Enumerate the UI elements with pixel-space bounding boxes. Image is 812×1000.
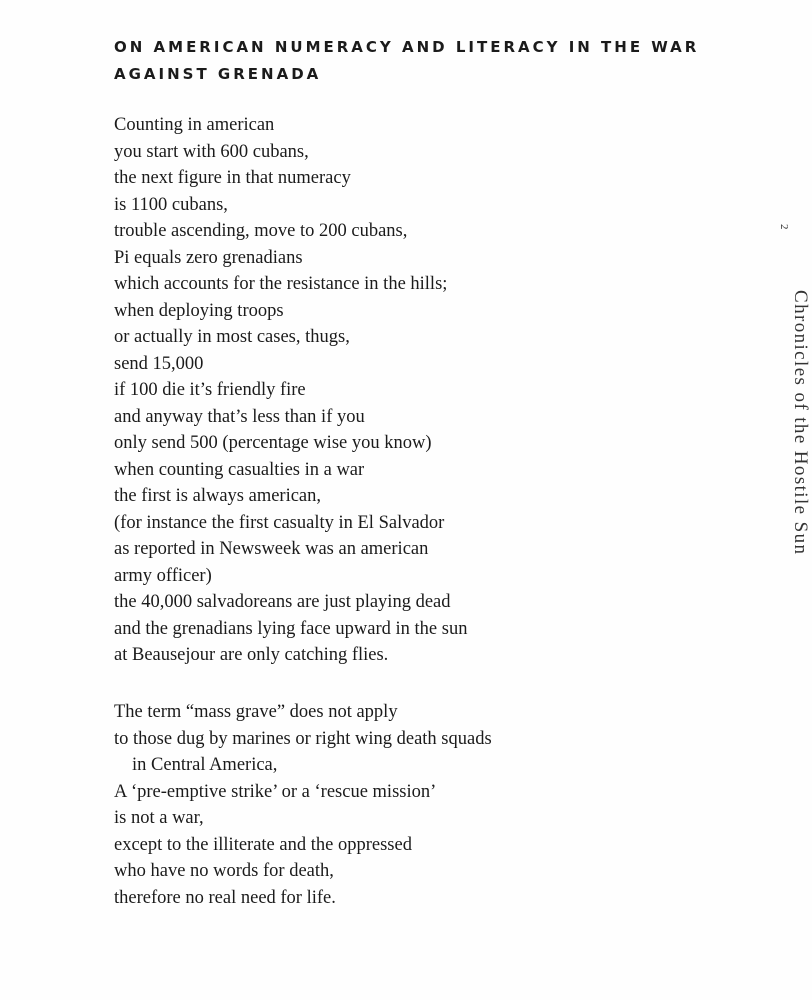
poem-line: when counting casualties in a war xyxy=(114,459,365,480)
poem-line: or actually in most cases, thugs, xyxy=(114,327,350,347)
poem-line: and anyway that’s less than if you xyxy=(114,406,365,427)
poem-line: send 15,000 xyxy=(114,353,204,374)
poem-stanza xyxy=(114,112,467,669)
poem-title xyxy=(114,34,734,88)
poem-line: A ‘pre-emptive strike’ or a ‘rescue mission’ xyxy=(114,781,437,802)
poem-line: except to the illiterate and the oppressed xyxy=(114,834,412,855)
poem-line: which accounts for the resistance in the hills; xyxy=(114,274,448,294)
poem-line: (for instance the first casualty in El Salvador xyxy=(114,512,445,533)
poem-line: to those dug by marines or right wing death squads xyxy=(114,728,492,749)
poem-stanza xyxy=(114,699,492,911)
poem-line: Pi equals zero grenadians xyxy=(114,247,303,268)
running-head-book-title: Chronicles of the Hostile Sun xyxy=(790,290,811,556)
poem-line: therefore no real need for life. xyxy=(114,887,336,908)
poem-line: is 1100 cubans, xyxy=(114,194,228,215)
poem-line: when deploying troops xyxy=(114,300,284,321)
poem-line: the 40,000 salvadoreans are just playing dead xyxy=(114,592,451,612)
poem-line: The term “mass grave” does not apply xyxy=(114,702,398,722)
poem-title-line: AGAINST GRENADA xyxy=(114,65,322,83)
poem-line-indented: in Central America, xyxy=(132,755,278,775)
poem-line: Counting in american xyxy=(114,115,275,135)
poem-line: is not a war, xyxy=(114,808,204,828)
poem-line: as reported in Newsweek was an american xyxy=(114,539,429,559)
poem-line: if 100 die it’s friendly fire xyxy=(114,380,306,400)
poem-title-line: ON AMERICAN NUMERACY AND LITERACY IN THE WAR xyxy=(114,38,700,56)
page-number: 2 xyxy=(778,224,790,230)
poem-line: trouble ascending, move to 200 cubans, xyxy=(114,221,408,241)
poem-line: and the grenadians lying face upward in the sun xyxy=(114,618,468,639)
poem-line: who have no words for death, xyxy=(114,861,334,881)
poem-line: you start with 600 cubans, xyxy=(114,141,309,162)
poem-line: the next figure in that numeracy xyxy=(114,168,351,188)
poem-line: the first is always american, xyxy=(114,486,322,506)
poem-line: at Beausejour are only catching flies. xyxy=(114,645,389,665)
poem-line: army officer) xyxy=(114,565,212,586)
poem-line: only send 500 (percentage wise you know) xyxy=(114,433,432,453)
